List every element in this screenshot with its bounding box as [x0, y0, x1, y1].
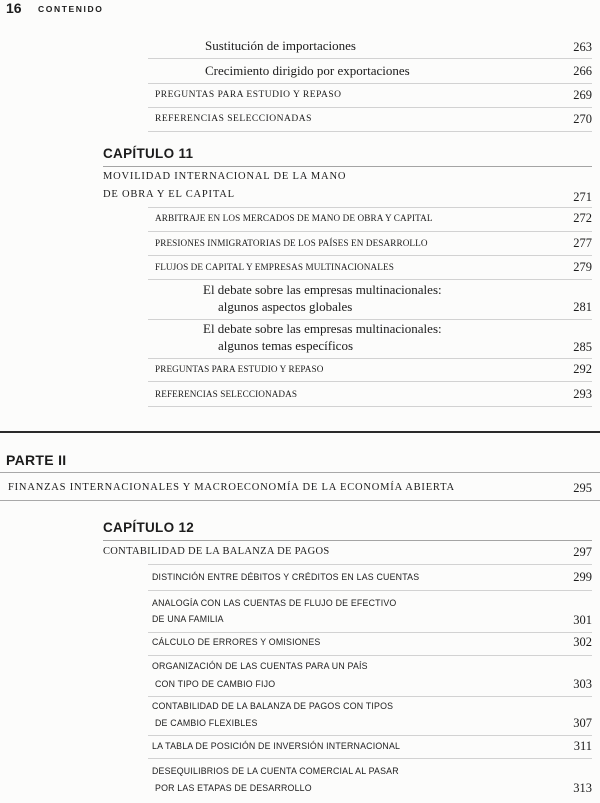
toc-entry-page-number: 285 — [573, 340, 592, 354]
divider — [148, 279, 592, 280]
running-title: CONTENIDO — [38, 4, 104, 14]
toc-entry-page-number: 307 — [573, 716, 592, 730]
part-heading: PARTE II — [6, 452, 67, 468]
divider — [148, 319, 592, 320]
divider — [148, 107, 592, 108]
divider — [148, 58, 592, 59]
toc-entry-title: DESEQUILIBRIOS DE LA CUENTA COMERCIAL AL PASAR — [152, 766, 399, 776]
toc-entry-title: PREGUNTAS PARA ESTUDIO Y REPASO — [155, 364, 324, 374]
toc-entry-page-number: 293 — [573, 387, 592, 401]
toc-entry-page-number: 272 — [573, 211, 592, 225]
divider — [148, 632, 592, 633]
divider — [148, 590, 592, 591]
toc-entry-page-number: 281 — [573, 300, 592, 314]
part-title: FINANZAS INTERNACIONALES Y MACROECONOMÍA DE LA ECONOMÍA ABIERTA — [8, 482, 455, 493]
toc-entry-page-number: 297 — [573, 545, 592, 559]
toc-entry-page-number: 311 — [573, 739, 592, 753]
toc-entry-title: ARBITRAJE EN LOS MERCADOS DE MANO DE OBRA Y CAPITAL — [155, 213, 433, 223]
toc-entry-page-number: 301 — [573, 613, 592, 627]
divider — [148, 758, 592, 759]
toc-entry-title: CÁLCULO DE ERRORES Y OMISIONES — [152, 637, 321, 647]
toc-entry-title: algunos temas específicos — [218, 338, 354, 353]
toc-entry-page-number: 313 — [573, 781, 592, 795]
toc-entry-title: El debate sobre las empresas multinacionales: — [203, 282, 442, 297]
divider — [0, 500, 600, 501]
toc-entry-page-number: 279 — [573, 260, 592, 274]
chapter-title: MOVILIDAD INTERNACIONAL DE LA MANO — [103, 171, 347, 182]
toc-entry-title: CON TIPO DE CAMBIO FIJO — [155, 679, 276, 689]
toc-entry-page-number: 270 — [573, 112, 592, 126]
toc-entry-page-number: 292 — [573, 362, 592, 376]
toc-entry-page-number: 277 — [573, 236, 592, 250]
toc-entry-title: FLUJOS DE CAPITAL Y EMPRESAS MULTINACIONALES — [155, 262, 394, 272]
toc-entry-page-number: 271 — [573, 190, 592, 204]
divider — [103, 166, 592, 167]
divider — [148, 131, 592, 132]
divider — [148, 564, 592, 565]
toc-entry-page-number: 295 — [573, 481, 592, 495]
toc-entry-title: DE UNA FAMILIA — [152, 614, 224, 624]
toc-entry-title: CONTABILIDAD DE LA BALANZA DE PAGOS CON TIPOS — [152, 701, 394, 711]
toc-entry-title: REFERENCIAS SELECCIONADAS — [155, 389, 298, 399]
chapter-title: DE OBRA Y EL CAPITAL — [103, 189, 235, 200]
divider — [148, 83, 592, 84]
divider — [148, 406, 592, 407]
toc-entry-title: LA TABLA DE POSICIÓN DE INVERSIÓN INTERNACIONAL — [152, 741, 401, 751]
divider — [148, 358, 592, 359]
chapter-heading: CAPÍTULO 12 — [103, 520, 195, 535]
toc-entry-page-number: 299 — [573, 570, 592, 584]
toc-entry-title: El debate sobre las empresas multinacionales: — [203, 321, 442, 336]
page-number-header: 16 — [6, 0, 22, 16]
divider — [148, 735, 592, 736]
toc-entry-title: DE CAMBIO FLEXIBLES — [155, 718, 258, 728]
part-divider — [0, 431, 600, 433]
divider — [103, 540, 592, 541]
toc-entry-title: POR LAS ETAPAS DE DESARROLLO — [155, 783, 312, 793]
toc-entry-page-number: 266 — [573, 64, 592, 78]
toc-entry-page-number: 269 — [573, 88, 592, 102]
divider — [148, 655, 592, 656]
toc-entry-page-number: 263 — [573, 40, 592, 54]
toc-entry-title: Sustitución de importaciones — [205, 38, 356, 53]
toc-entry-title: ANALOGÍA CON LAS CUENTAS DE FLUJO DE EFECTIVO — [152, 598, 397, 608]
chapter-title: CONTABILIDAD DE LA BALANZA DE PAGOS — [103, 546, 330, 557]
divider — [0, 472, 600, 473]
toc-entry-title: PREGUNTAS PARA ESTUDIO Y REPASO — [155, 90, 342, 100]
toc-entry-title: algunos aspectos globales — [218, 299, 353, 314]
toc-entry-page-number: 303 — [573, 677, 592, 691]
toc-entry-title: ORGANIZACIÓN DE LAS CUENTAS PARA UN PAÍS — [152, 661, 368, 671]
divider — [148, 231, 592, 232]
toc-entry-title: REFERENCIAS SELECCIONADAS — [155, 114, 312, 124]
divider — [148, 207, 592, 208]
divider — [148, 255, 592, 256]
toc-entry-title: Crecimiento dirigido por exportaciones — [205, 63, 410, 78]
chapter-heading: CAPÍTULO 11 — [103, 146, 194, 161]
toc-entry-title: DISTINCIÓN ENTRE DÉBITOS Y CRÉDITOS EN LAS CUENTAS — [152, 572, 420, 582]
toc-entry-title: PRESIONES INMIGRATORIAS DE LOS PAÍSES EN DESARROLLO — [155, 238, 428, 248]
toc-entry-page-number: 302 — [573, 635, 592, 649]
divider — [148, 381, 592, 382]
divider — [148, 696, 592, 697]
